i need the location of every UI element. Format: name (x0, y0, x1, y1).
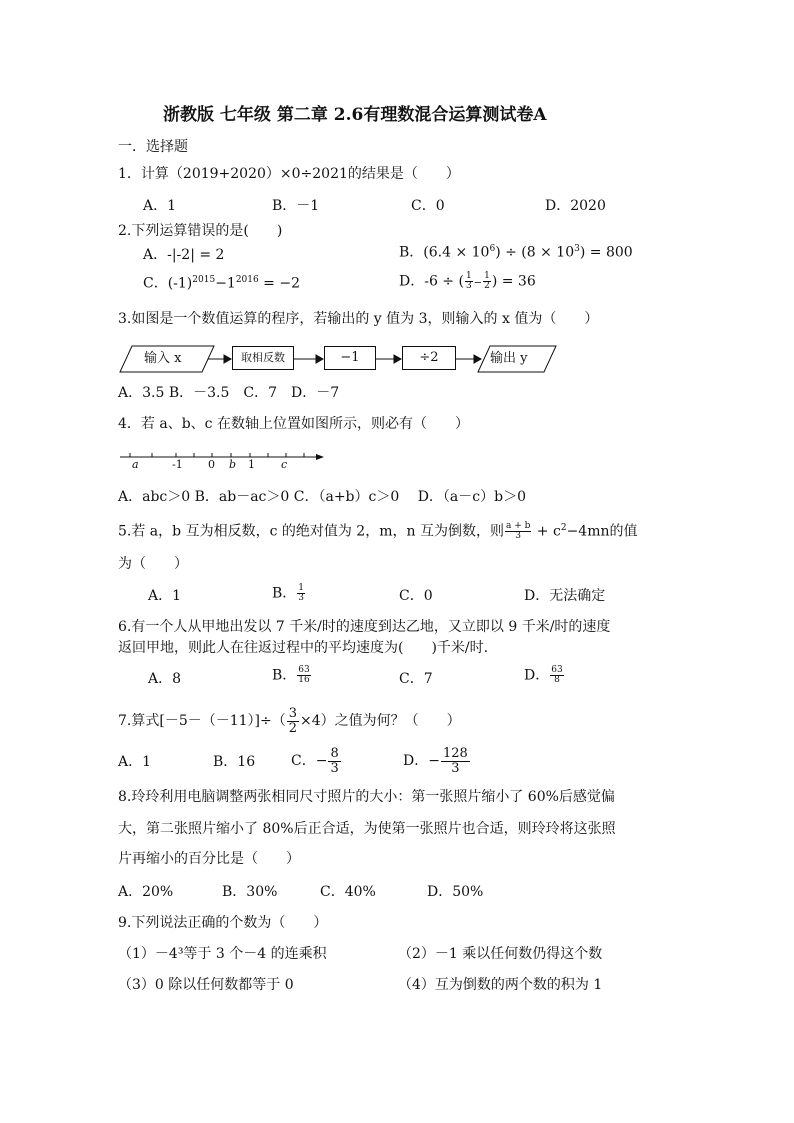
q3-options: A．3.5 B．－3.5 C．7 D．－7 (118, 385, 340, 401)
page-title: 浙教版 七年级 第二章 2.6有理数混合运算测试卷A (163, 105, 547, 125)
number-line-label-0: 0 (208, 458, 215, 471)
number-line-label-neg1: -1 (172, 458, 183, 471)
q8-line3: 片再缩小的百分比是（ ） (118, 851, 300, 867)
q1-option-d: D．2020 (545, 198, 606, 214)
fraction: $\frac{8}{3}$ (330, 746, 339, 776)
q9-statement-4: （4）互为倒数的两个数的积为 1 (398, 977, 603, 993)
q2-option-b: B．$(6.4 \times 10^6) \div (8 \times 10^3) = 800$ (399, 244, 633, 261)
q9-statement-3: （3）0 除以任何数都等于 0 (118, 977, 294, 993)
q1-option-c: C．0 (411, 198, 445, 214)
q6-option-c: C．7 (399, 671, 433, 687)
q5-stem-line1: 5.若 a，b 互为相反数，c 的绝对值为 2，m，n 互为倒数，则 $\frac{a + b}{3}$ + $c^2-4mn$的值 (118, 521, 638, 541)
q4-options: A．abc＞0 B．ab－ac＞0 C．（a+b）c＞0 D．（a－c）b＞0 (118, 489, 526, 505)
number-line-label-1: 1 (248, 458, 255, 471)
q5-option-c: C．0 (399, 588, 433, 604)
flow-step-divide-two: ÷2 (402, 346, 456, 370)
q2-option-c: C．$(-1)^{2015}-1^{2016} = -2$ (143, 275, 301, 292)
q9-statement-1: （1）－4³等于 3 个－4 的连乘积 (118, 946, 327, 962)
q8-line1: 8.玲玲利用电脑调整两张相同尺寸照片的大小：第一张照片缩小了 60%后感觉偏 (118, 789, 615, 805)
q6-option-d: D． $\frac{63}{8}$ (524, 665, 563, 685)
fraction: $\frac{63}{8}$ (551, 665, 563, 685)
q1-option-b: B．－1 (272, 198, 320, 214)
q8-option-c: C．40% (320, 884, 376, 900)
flow-step-minus-one: −1 (324, 346, 376, 370)
q7-option-b: B．16 (213, 754, 256, 770)
q7-option-c: C．− $\frac{8}{3}$ (291, 746, 339, 776)
number-line-label-a: a (132, 458, 139, 471)
fraction: $\frac{1}{3}$ (465, 271, 472, 291)
q6-option-a: A．8 (148, 671, 182, 687)
q6-stem-line1: 6.有一个人从甲地出发以 7 千米/时的速度到达乙地，又立即以 9 千米/时的速度 (118, 619, 611, 635)
q5-option-d: D．无法确定 (524, 588, 606, 604)
number-line (118, 445, 328, 475)
q8-line2: 大，第二张照片缩小了 80%后正合适，为使第一张照片也合适，则玲玲将这张照 (118, 821, 616, 837)
flow-input: 输入 x (144, 351, 182, 366)
flow-diagram (118, 342, 558, 376)
q4-stem: 4．若 a、b、c 在数轴上位置如图所示，则必有（ ） (118, 416, 469, 432)
q1-stem: 1．计算（2019+2020）×0÷2021的结果是（ ） (118, 166, 460, 182)
q7-option-a: A．1 (118, 754, 152, 770)
fraction: $\frac{128}{3}$ (442, 746, 468, 776)
q7-stem: 7.算式[－5－（－11）]÷（ $\frac{3}{2}$ ×4）之值为何？（ ） (118, 706, 461, 736)
fraction: $\frac{a + b}{3}$ (505, 521, 531, 541)
q1-option-a: A．1 (143, 198, 177, 214)
number-line-label-b: b (229, 458, 237, 471)
fraction: $\frac{3}{2}$ (288, 706, 298, 736)
fraction: $\frac{63}{16}$ (298, 665, 310, 685)
number-line-axis (118, 445, 328, 475)
q7-option-d: D．− $\frac{128}{3}$ (403, 746, 468, 776)
section-heading: 一．选择题 (118, 139, 188, 155)
q3-stem: 3.如图是一个数值运算的程序，若输出的 y 值为 3，则输入的 x 值为（ ） (118, 311, 599, 327)
q2-stem: 2.下列运算错误的是( ) (118, 223, 283, 239)
q8-option-d: D．50% (427, 884, 484, 900)
q6-stem-line2: 返回甲地，则此人在往返过程中的平均速度为( )千米/时. (118, 640, 489, 656)
fraction: $\frac{1}{2}$ (484, 271, 490, 291)
q5-option-a: A．1 (148, 588, 182, 604)
q9-stem: 9.下列说法正确的个数为（ ） (118, 915, 328, 931)
q2-option-a: A．-|-2| = 2 (143, 247, 225, 263)
number-line-label-c: c (281, 458, 288, 471)
q6-option-b: B． $\frac{63}{16}$ (272, 665, 310, 685)
fraction: $\frac{1}{3}$ (298, 583, 305, 603)
q2-option-d: D．-6 ÷ ( $\frac{1}{3}$ − $\frac{1}{2}$ ) = 36 (399, 271, 536, 291)
q9-statement-2: （2）－1 乘以任何数仍得这个数 (398, 946, 603, 962)
flow-output: 输出 y (490, 351, 528, 366)
q8-option-b: B．30% (222, 884, 278, 900)
q5-stem-line2: 为（ ） (118, 556, 188, 572)
flow-step-negate: 取相反数 (232, 346, 294, 370)
q8-option-a: A．20% (118, 884, 174, 900)
q5-option-b: B． $\frac{1}{3}$ (272, 583, 305, 603)
